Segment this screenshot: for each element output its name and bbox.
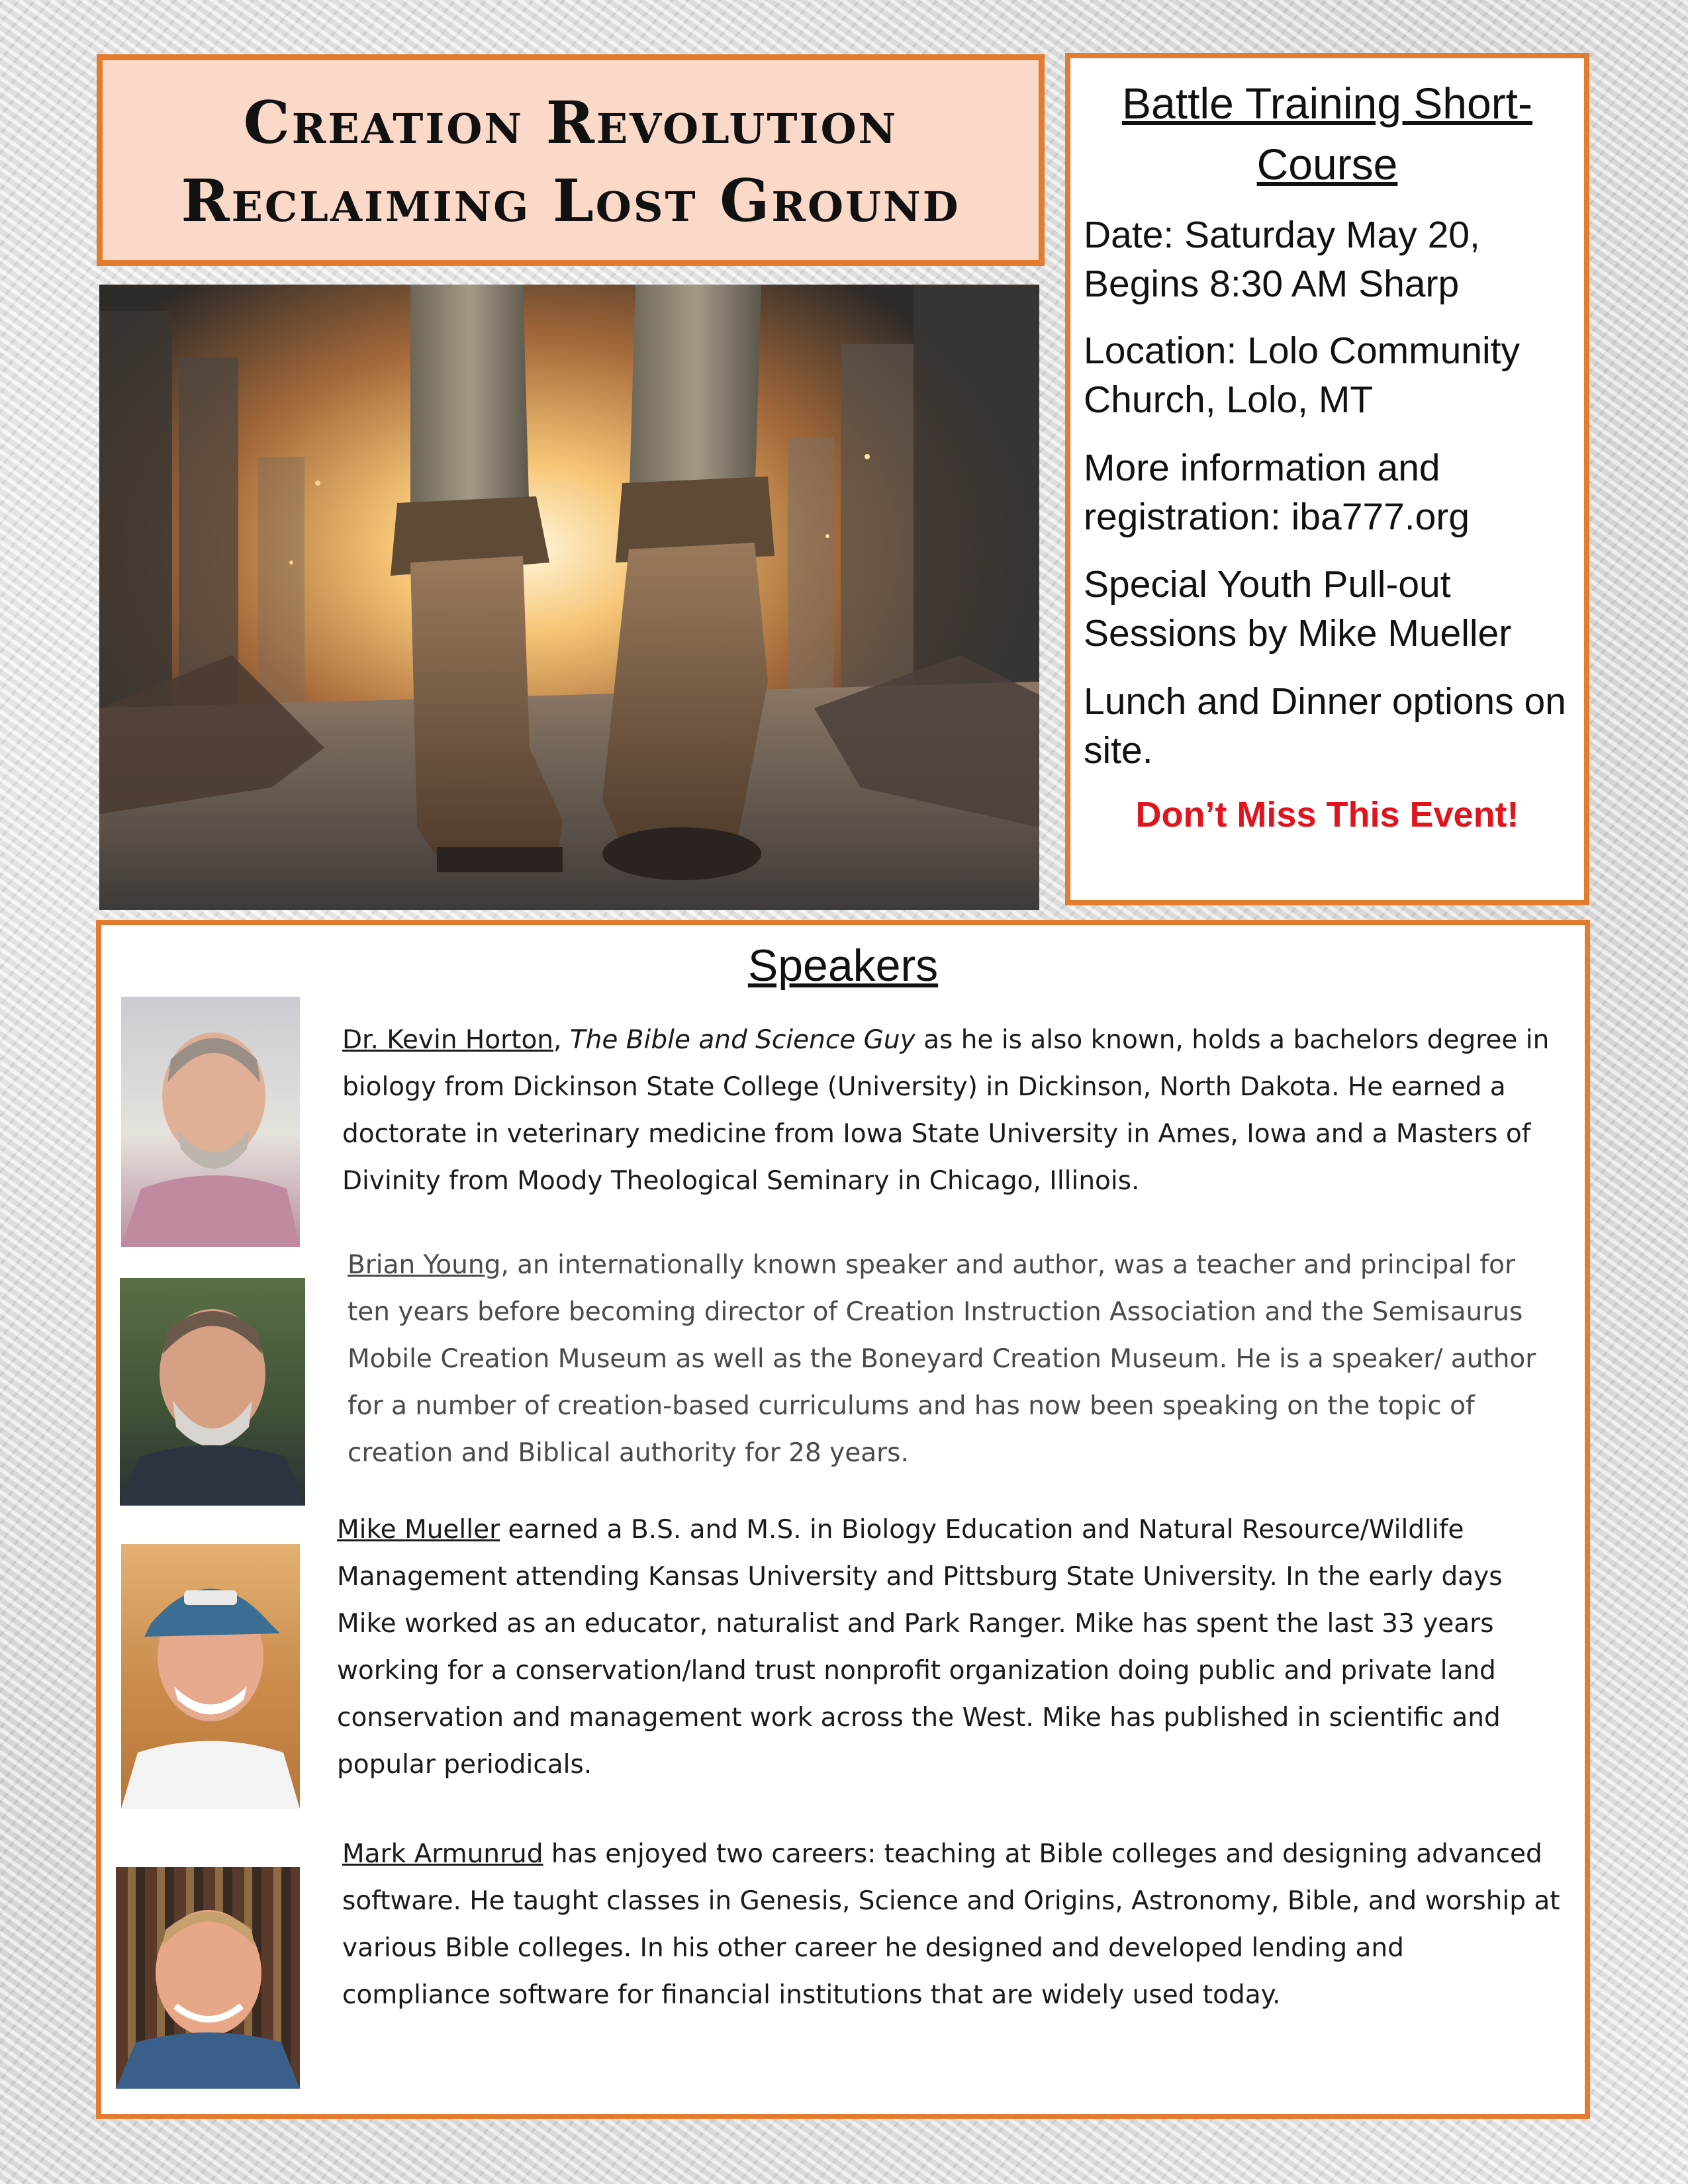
portrait-icon — [121, 1544, 300, 1809]
speaker-bio-text: as he is also known, holds a bachelors degree in biology from Dickinson State College (University) in Dickinson, North Dakota. He earned a doctorate in veterinary medicine from Iowa State University in Ames, Iowa and a Masters of Divinity from Moody Theological Seminary in Chicago, Illinois. — [342, 1025, 1550, 1196]
boots-walking-ruins-image — [99, 285, 1039, 910]
speaker-photo-brian-young — [120, 1278, 305, 1506]
speaker-bio-text: earned a B.S. and M.S. in Biology Education and Natural Resource/Wildlife Management attending Kansas University and Pittsburg State University. In the early days Mike worked as an educator, naturalist and Park Ranger. Mike has spent the last 33 years working for a conservation/land trust nonprofit organization doing public and private land conservation and management work across the West. Mike has published in scientific and popular periodicals. — [337, 1515, 1503, 1780]
title-box — [97, 54, 1045, 266]
speaker-name: Mike Mueller — [337, 1515, 500, 1545]
speaker-photo-mark-armunrud — [116, 1867, 300, 2089]
title-line-2: Reclaiming Lost Ground — [181, 166, 961, 235]
speaker-nickname: The Bible and Science Guy — [569, 1025, 915, 1055]
event-heading: Battle Training Short-Course — [1122, 79, 1532, 189]
portrait-icon — [120, 1278, 305, 1506]
speaker-bio-mike-mueller — [337, 1506, 1562, 1788]
portrait-icon — [116, 1867, 300, 2089]
speaker-photo-kevin-horton — [121, 997, 300, 1247]
speaker-bio-brian-young — [348, 1242, 1559, 1477]
speakers-box — [96, 920, 1590, 2119]
speaker-name: Mark Armunrud — [342, 1839, 543, 1869]
event-youth-sessions: Special Youth Pull-out Sessions by Mike Mueller — [1084, 563, 1512, 655]
event-more-info: More information and registration: iba777.org — [1084, 447, 1470, 538]
speaker-bio-mark-armunrud — [342, 1831, 1560, 2019]
title-line-1: Creation Revolution — [243, 88, 898, 157]
event-info-box — [1065, 53, 1589, 905]
speaker-name: Brian Young — [348, 1250, 501, 1280]
speaker-photo-mike-mueller — [121, 1544, 300, 1809]
speakers-heading: Speakers — [747, 940, 939, 991]
hero-illustration — [99, 285, 1039, 910]
event-meals: Lunch and Dinner options on site. — [1084, 680, 1566, 772]
event-location: Location: Lolo Community Church, Lolo, MT — [1084, 330, 1521, 421]
speaker-name: Dr. Kevin Horton — [342, 1025, 554, 1055]
event-date: Date: Saturday May 20, Begins 8:30 AM Sharp — [1084, 214, 1480, 305]
portrait-icon — [121, 997, 300, 1247]
event-cta: Don’t Miss This Event! — [1135, 795, 1519, 835]
speaker-bio-separator: , — [553, 1025, 570, 1055]
speaker-bio-text: has enjoyed two careers: teaching at Bible colleges and designing advanced software. He taught classes in Genesis, Science and Origins, Astronomy, Bible, and worship at various Bible colleges. In his other career he designed and developed lending and compliance software for financial institutions that are widely used today. — [342, 1839, 1560, 2010]
speaker-bio-text: , an internationally known speaker and author, was a teacher and principal for ten years before becoming director of Creation Instruction Association and the Semisaurus Mobile Creation Museum as well as the Boneyard Creation Museum. He is a speaker/ author for a number of creation-based curriculums and has now been speaking on the topic of creation and Biblical authority for 28 years. — [348, 1250, 1536, 1468]
speaker-bio-kevin-horton — [342, 1017, 1560, 1205]
